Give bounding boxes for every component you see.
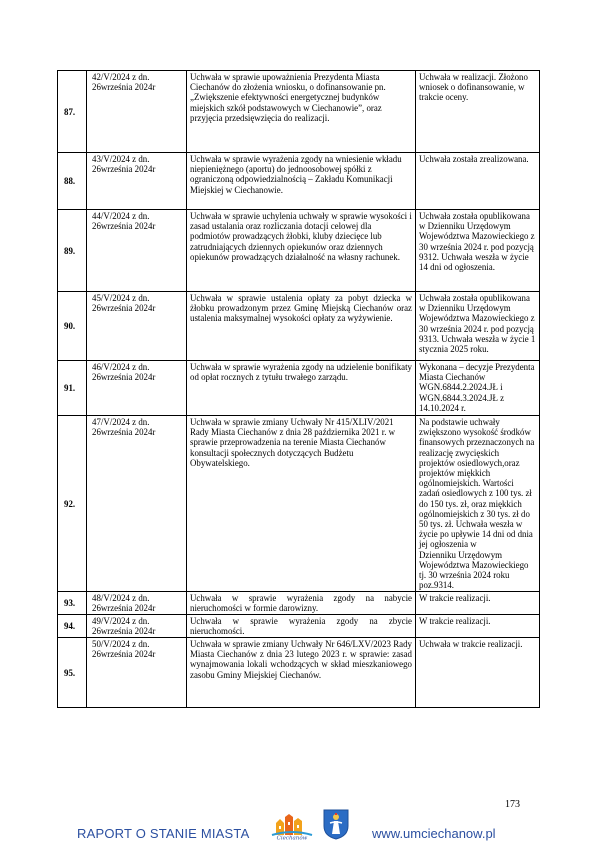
resolution-description: Uchwała w sprawie upoważnienia Prezydenta Miasta Ciechanów do złożenia wniosku, o dofinansowanie pn. „Zwiększenie efektywności energetycznej budynków miejskich szkół podstawowych w Ciechanowie”, oraz przyjęcia przedsięwzięcia do realizacji. [187, 71, 416, 153]
resolution-id: 47/V/2024 z dn. 26września 2024r [87, 416, 187, 592]
resolution-description: Uchwała w sprawie wyrażenia zgody na nabycie nieruchomości w formie darowizny. [187, 592, 416, 615]
page-number: 173 [505, 799, 520, 810]
city-logo [270, 813, 314, 840]
resolution-status: Wykonana – decyzje Prezydenta Miasta Ciechanów WGN.6844.2.2024.JŁ i WGN.6844.3.2024.JŁ z 14.10.2024 r. [416, 361, 540, 416]
resolution-description: Uchwała w sprawie wyrażenia zgody na udzielenie bonifikaty od opłat rocznych z tytułu trwałego zarządu. [187, 361, 416, 416]
row-number: 88. [58, 153, 87, 210]
row-number: 87. [58, 71, 87, 153]
table-row [58, 71, 540, 153]
row-number: 91. [58, 361, 87, 416]
resolution-status: Uchwała w trakcie realizacji. [416, 638, 540, 708]
resolution-description: Uchwała w sprawie wyrażenia zgody na zbycie nieruchomości. [187, 615, 416, 638]
resolution-description: Uchwała w sprawie wyrażenia zgody na wniesienie wkładu niepieniężnego (aportu) do jednoosobowej spółki z ograniczoną odpowiedzialnością – Zakładu Komunikacji Miejskiej w Ciechanowie. [187, 153, 416, 210]
row-number: 92. [58, 416, 87, 592]
resolution-id: 49/V/2024 z dn. 26września 2024r [87, 615, 187, 638]
resolution-status: Na podstawie uchwały zwiększono wysokość środków finansowych przeznaczonych na realizację zwycięskich projektów osiedlowych,oraz projektów miękkich ogólnomiejskich. Wartości zadań osiedlowych z 100 tys. zł do 150 tys. zł, oraz miękkich ogólnomiejskich z 30 tys. zł do 50 tys. zł. Uchwała weszła w życie po upływie 14 dni od dnia jej ogłoszenia w Dzienniku Urzędowym Województwa Mazowieckiego tj. 30 września 2024 roku poz.9314. [416, 416, 540, 592]
report-title: RAPORT O STANIE MIASTA [77, 826, 250, 841]
resolution-status: W trakcie realizacji. [416, 592, 540, 615]
table-row [58, 638, 540, 708]
table-row [58, 153, 540, 210]
resolutions-table [57, 70, 540, 708]
resolution-id: 44/V/2024 z dn. 26września 2024r [87, 210, 187, 292]
resolution-id: 48/V/2024 z dn. 26września 2024r [87, 592, 187, 615]
table-row [58, 210, 540, 292]
row-number: 94. [58, 615, 87, 638]
resolution-status: Uchwała została opublikowana w Dzienniku Urzędowym Województwa Mazowieckiego z 30 września 2024 r. pod pozycją 9312. Uchwała weszła w życie 14 dni od ogłoszenia. [416, 210, 540, 292]
resolution-description: Uchwała w sprawie zmiany Uchwały Nr 415/XLIV/2021 Rady Miasta Ciechanów z dnia 28 października 2021 r. w sprawie przeprowadzenia na terenie Miasta Ciechanów konsultacji społecznych dotyczących Budżetu Obywatelskiego. [187, 416, 416, 592]
table-row [58, 292, 540, 361]
resolution-status: W trakcie realizacji. [416, 615, 540, 638]
resolution-status: Uchwała została zrealizowana. [416, 153, 540, 210]
row-number: 90. [58, 292, 87, 361]
coat-of-arms-icon [322, 808, 350, 840]
resolution-status: Uchwała w realizacji. Złożono wniosek o dofinansowanie, w trakcie oceny. [416, 71, 540, 153]
resolution-id: 45/V/2024 z dn. 26września 2024r [87, 292, 187, 361]
resolution-description: Uchwała w sprawie zmiany Uchwały Nr 646/LXV/2023 Rady Miasta Ciechanów z dnia 23 lutego 2023 r. w sprawie: zasad wynajmowania lokali wchodzących w skład mieszkaniowego zasobu Gminy Miejskiej Ciechanów. [187, 638, 416, 708]
resolution-id: 46/V/2024 z dn. 26września 2024r [87, 361, 187, 416]
svg-text:Ciechanów: Ciechanów [276, 835, 308, 840]
table-row [58, 615, 540, 638]
row-number: 95. [58, 638, 87, 708]
resolution-description: Uchwała w sprawie uchylenia uchwały w sprawie wysokości i zasad ustalania oraz rozliczania dotacji celowej dla podmiotów prowadzących żłobki, kluby dziecięce lub zatrudniających dziennych opiekunów oraz dziennych opiekunów prowadzących działalność na własny rachunek. [187, 210, 416, 292]
table-row [58, 592, 540, 615]
row-number: 93. [58, 592, 87, 615]
table-row [58, 416, 540, 592]
row-number: 89. [58, 210, 87, 292]
resolution-id: 42/V/2024 z dn. 26września 2024r [87, 71, 187, 153]
table-row [58, 361, 540, 416]
resolution-status: Uchwała została opublikowana w Dzienniku Urzędowym Województwa Mazowieckiego z 30 września 2024 r. pod pozycją 9313. Uchwała weszła w życie 1 stycznia 2025 roku. [416, 292, 540, 361]
resolution-id: 43/V/2024 z dn. 26września 2024r [87, 153, 187, 210]
website-link[interactable]: www.umciechanow.pl [372, 826, 496, 841]
resolution-description: Uchwała w sprawie ustalenia opłaty za pobyt dziecka w żłobku prowadzonym przez Gminę Miejską Ciechanów oraz ustalenia maksymalnej wysokości opłaty za wyżywienie. [187, 292, 416, 361]
resolution-id: 50/V/2024 z dn. 26września 2024r [87, 638, 187, 708]
